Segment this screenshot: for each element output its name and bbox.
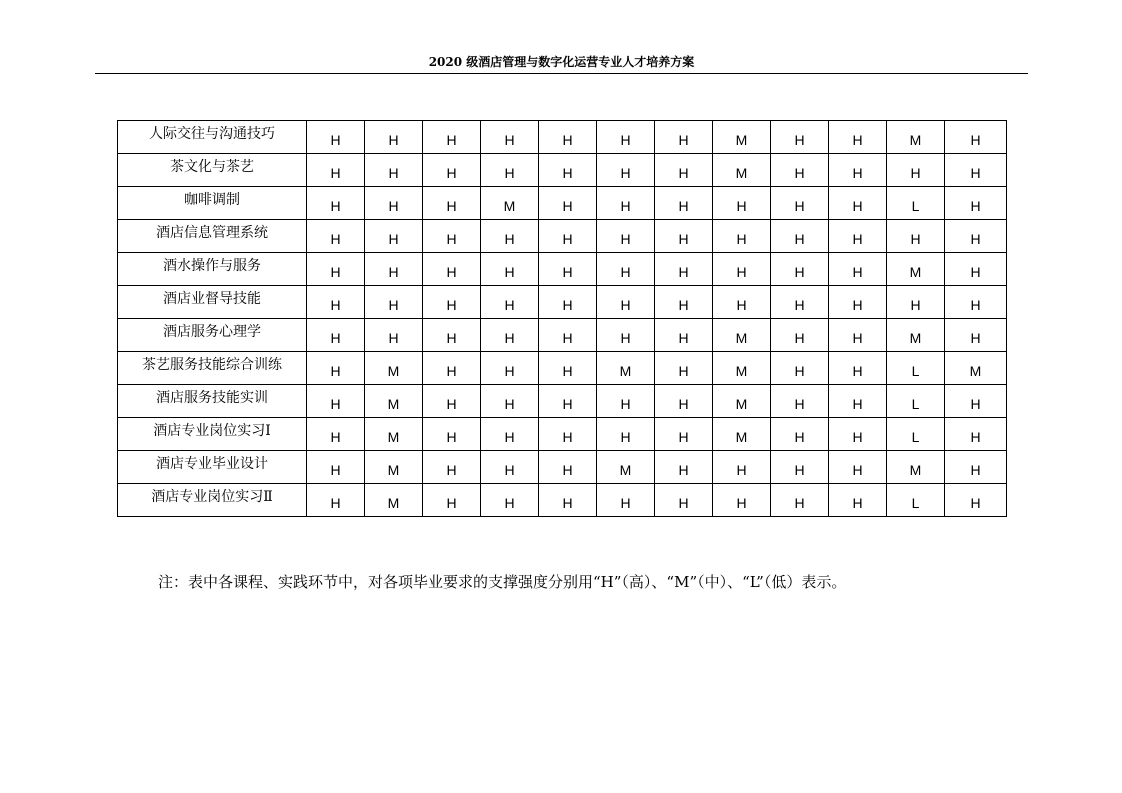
rating-cell: H (307, 418, 365, 451)
page-header-title: 2020 级酒店管理与数字化运营专业人才培养方案 (428, 55, 695, 69)
rating-cell: H (945, 220, 1007, 253)
rating-cell: H (423, 319, 481, 352)
table-row (118, 484, 1007, 517)
rating-cell: H (307, 220, 365, 253)
rating-cell: H (655, 220, 713, 253)
rating-cell: M (887, 253, 945, 286)
rating-cell: M (597, 451, 655, 484)
course-name-cell: 酒店专业岗位实习Ⅰ (118, 418, 307, 451)
rating-cell: H (539, 187, 597, 220)
rating-cell: H (423, 253, 481, 286)
rating-cell: H (307, 121, 365, 154)
rating-cell: H (423, 484, 481, 517)
rating-cell: H (307, 451, 365, 484)
rating-cell: M (887, 121, 945, 154)
rating-cell: H (597, 418, 655, 451)
rating-cell: H (829, 484, 887, 517)
rating-cell: H (481, 253, 539, 286)
rating-cell: M (713, 418, 771, 451)
rating-cell: H (771, 220, 829, 253)
rating-cell: H (307, 286, 365, 319)
rating-cell: H (481, 319, 539, 352)
table-row (118, 253, 1007, 286)
course-name-cell: 酒店专业毕业设计 (118, 451, 307, 484)
rating-cell: H (655, 286, 713, 319)
rating-cell: H (539, 286, 597, 319)
course-name-cell: 茶艺服务技能综合训练 (118, 352, 307, 385)
rating-cell: H (945, 154, 1007, 187)
rating-cell: H (597, 121, 655, 154)
rating-cell: H (539, 484, 597, 517)
rating-cell: H (713, 253, 771, 286)
rating-cell: H (423, 121, 481, 154)
rating-cell: H (771, 352, 829, 385)
rating-cell: H (771, 319, 829, 352)
rating-cell: M (365, 451, 423, 484)
course-name-cell: 酒店专业岗位实习Ⅱ (118, 484, 307, 517)
rating-cell: H (307, 253, 365, 286)
rating-cell: H (597, 154, 655, 187)
rating-cell: H (887, 286, 945, 319)
rating-cell: H (655, 187, 713, 220)
course-name-cell: 人际交往与沟通技巧 (118, 121, 307, 154)
rating-cell: H (539, 418, 597, 451)
table-row (118, 187, 1007, 220)
header-divider (95, 73, 1028, 74)
rating-cell: H (771, 253, 829, 286)
rating-cell: M (365, 418, 423, 451)
rating-cell: H (713, 187, 771, 220)
rating-cell: L (887, 418, 945, 451)
rating-cell: H (829, 418, 887, 451)
rating-cell: H (771, 484, 829, 517)
rating-cell: H (945, 187, 1007, 220)
course-name-cell: 酒店服务技能实训 (118, 385, 307, 418)
rating-cell: H (945, 253, 1007, 286)
rating-cell: H (423, 187, 481, 220)
rating-cell: H (539, 220, 597, 253)
rating-cell: H (945, 418, 1007, 451)
rating-cell: H (597, 220, 655, 253)
rating-cell: H (481, 385, 539, 418)
rating-cell: H (365, 187, 423, 220)
rating-cell: H (655, 352, 713, 385)
rating-cell: H (829, 253, 887, 286)
rating-cell: H (655, 253, 713, 286)
rating-cell: H (423, 418, 481, 451)
table-row (118, 220, 1007, 253)
rating-cell: H (307, 484, 365, 517)
rating-cell: H (307, 385, 365, 418)
rating-cell: H (771, 385, 829, 418)
rating-cell: H (945, 121, 1007, 154)
rating-cell: H (597, 319, 655, 352)
course-name-cell: 酒店业督导技能 (118, 286, 307, 319)
rating-cell: H (655, 154, 713, 187)
rating-cell: H (655, 385, 713, 418)
rating-cell: H (539, 253, 597, 286)
rating-cell: H (539, 154, 597, 187)
rating-cell: M (713, 154, 771, 187)
rating-cell: H (307, 154, 365, 187)
rating-cell: H (829, 121, 887, 154)
rating-cell: H (945, 385, 1007, 418)
rating-cell: M (945, 352, 1007, 385)
rating-cell: M (713, 352, 771, 385)
rating-cell: H (597, 187, 655, 220)
rating-cell: H (655, 484, 713, 517)
rating-cell: H (945, 451, 1007, 484)
rating-cell: M (481, 187, 539, 220)
rating-cell: H (423, 220, 481, 253)
rating-cell: H (481, 352, 539, 385)
rating-cell: H (423, 385, 481, 418)
rating-cell: M (365, 352, 423, 385)
rating-cell: H (713, 484, 771, 517)
rating-cell: M (365, 385, 423, 418)
rating-cell: H (887, 154, 945, 187)
rating-cell: H (771, 121, 829, 154)
course-name-cell: 酒水操作与服务 (118, 253, 307, 286)
rating-cell: H (423, 286, 481, 319)
rating-cell: L (887, 484, 945, 517)
rating-cell: H (597, 286, 655, 319)
rating-cell: H (481, 220, 539, 253)
rating-cell: H (887, 220, 945, 253)
rating-cell: H (539, 352, 597, 385)
rating-cell: H (597, 253, 655, 286)
rating-cell: H (829, 220, 887, 253)
rating-cell: L (887, 187, 945, 220)
table-row (118, 352, 1007, 385)
rating-cell: H (945, 319, 1007, 352)
rating-cell: H (829, 352, 887, 385)
rating-cell: M (365, 484, 423, 517)
rating-cell: L (887, 385, 945, 418)
table-row (118, 451, 1007, 484)
rating-cell: H (423, 352, 481, 385)
rating-cell: H (771, 451, 829, 484)
rating-cell: H (597, 385, 655, 418)
rating-cell: H (655, 451, 713, 484)
rating-cell: H (771, 418, 829, 451)
rating-cell: H (713, 451, 771, 484)
rating-cell: H (423, 451, 481, 484)
rating-cell: H (481, 286, 539, 319)
course-name-cell: 咖啡调制 (118, 187, 307, 220)
table-row (118, 286, 1007, 319)
rating-cell: H (829, 286, 887, 319)
rating-cell: H (655, 319, 713, 352)
rating-cell: H (945, 286, 1007, 319)
rating-cell: M (713, 319, 771, 352)
rating-cell: H (713, 220, 771, 253)
rating-cell: M (887, 319, 945, 352)
rating-cell: H (481, 121, 539, 154)
rating-cell: H (655, 121, 713, 154)
rating-cell: H (307, 187, 365, 220)
rating-cell: H (365, 220, 423, 253)
matrix-body (118, 121, 1007, 517)
table-row (118, 385, 1007, 418)
rating-cell: H (539, 319, 597, 352)
table-row (118, 154, 1007, 187)
course-requirement-matrix (117, 120, 1007, 517)
rating-cell: H (945, 484, 1007, 517)
rating-cell: M (887, 451, 945, 484)
rating-cell: H (829, 154, 887, 187)
rating-cell: H (771, 154, 829, 187)
rating-cell: H (829, 385, 887, 418)
rating-cell: M (597, 352, 655, 385)
rating-cell: H (423, 154, 481, 187)
rating-cell: H (365, 286, 423, 319)
rating-cell: M (713, 121, 771, 154)
rating-cell: H (539, 385, 597, 418)
rating-cell: H (365, 121, 423, 154)
course-name-cell: 茶文化与茶艺 (118, 154, 307, 187)
course-name-cell: 酒店信息管理系统 (118, 220, 307, 253)
rating-cell: H (365, 154, 423, 187)
rating-cell: H (365, 319, 423, 352)
rating-cell: M (713, 385, 771, 418)
rating-cell: H (481, 418, 539, 451)
rating-cell: H (829, 319, 887, 352)
table-row (118, 418, 1007, 451)
rating-cell: H (771, 187, 829, 220)
rating-cell: H (481, 154, 539, 187)
rating-cell: H (307, 319, 365, 352)
rating-cell: H (713, 286, 771, 319)
rating-cell: H (307, 352, 365, 385)
rating-cell: H (481, 484, 539, 517)
rating-cell: H (829, 187, 887, 220)
rating-cell: H (539, 121, 597, 154)
rating-cell: H (539, 451, 597, 484)
rating-cell: H (365, 253, 423, 286)
rating-cell: H (481, 451, 539, 484)
rating-cell: L (887, 352, 945, 385)
rating-cell: H (597, 484, 655, 517)
rating-cell: H (771, 286, 829, 319)
table-note: 注：表中各课程、实践环节中，对各项毕业要求的支撑强度分别用“H”（高）、“M”（中）、“L”（低）表示。 (158, 573, 847, 591)
course-name-cell: 酒店服务心理学 (118, 319, 307, 352)
rating-cell: H (655, 418, 713, 451)
table-row (118, 319, 1007, 352)
table-row (118, 121, 1007, 154)
rating-cell: H (829, 451, 887, 484)
